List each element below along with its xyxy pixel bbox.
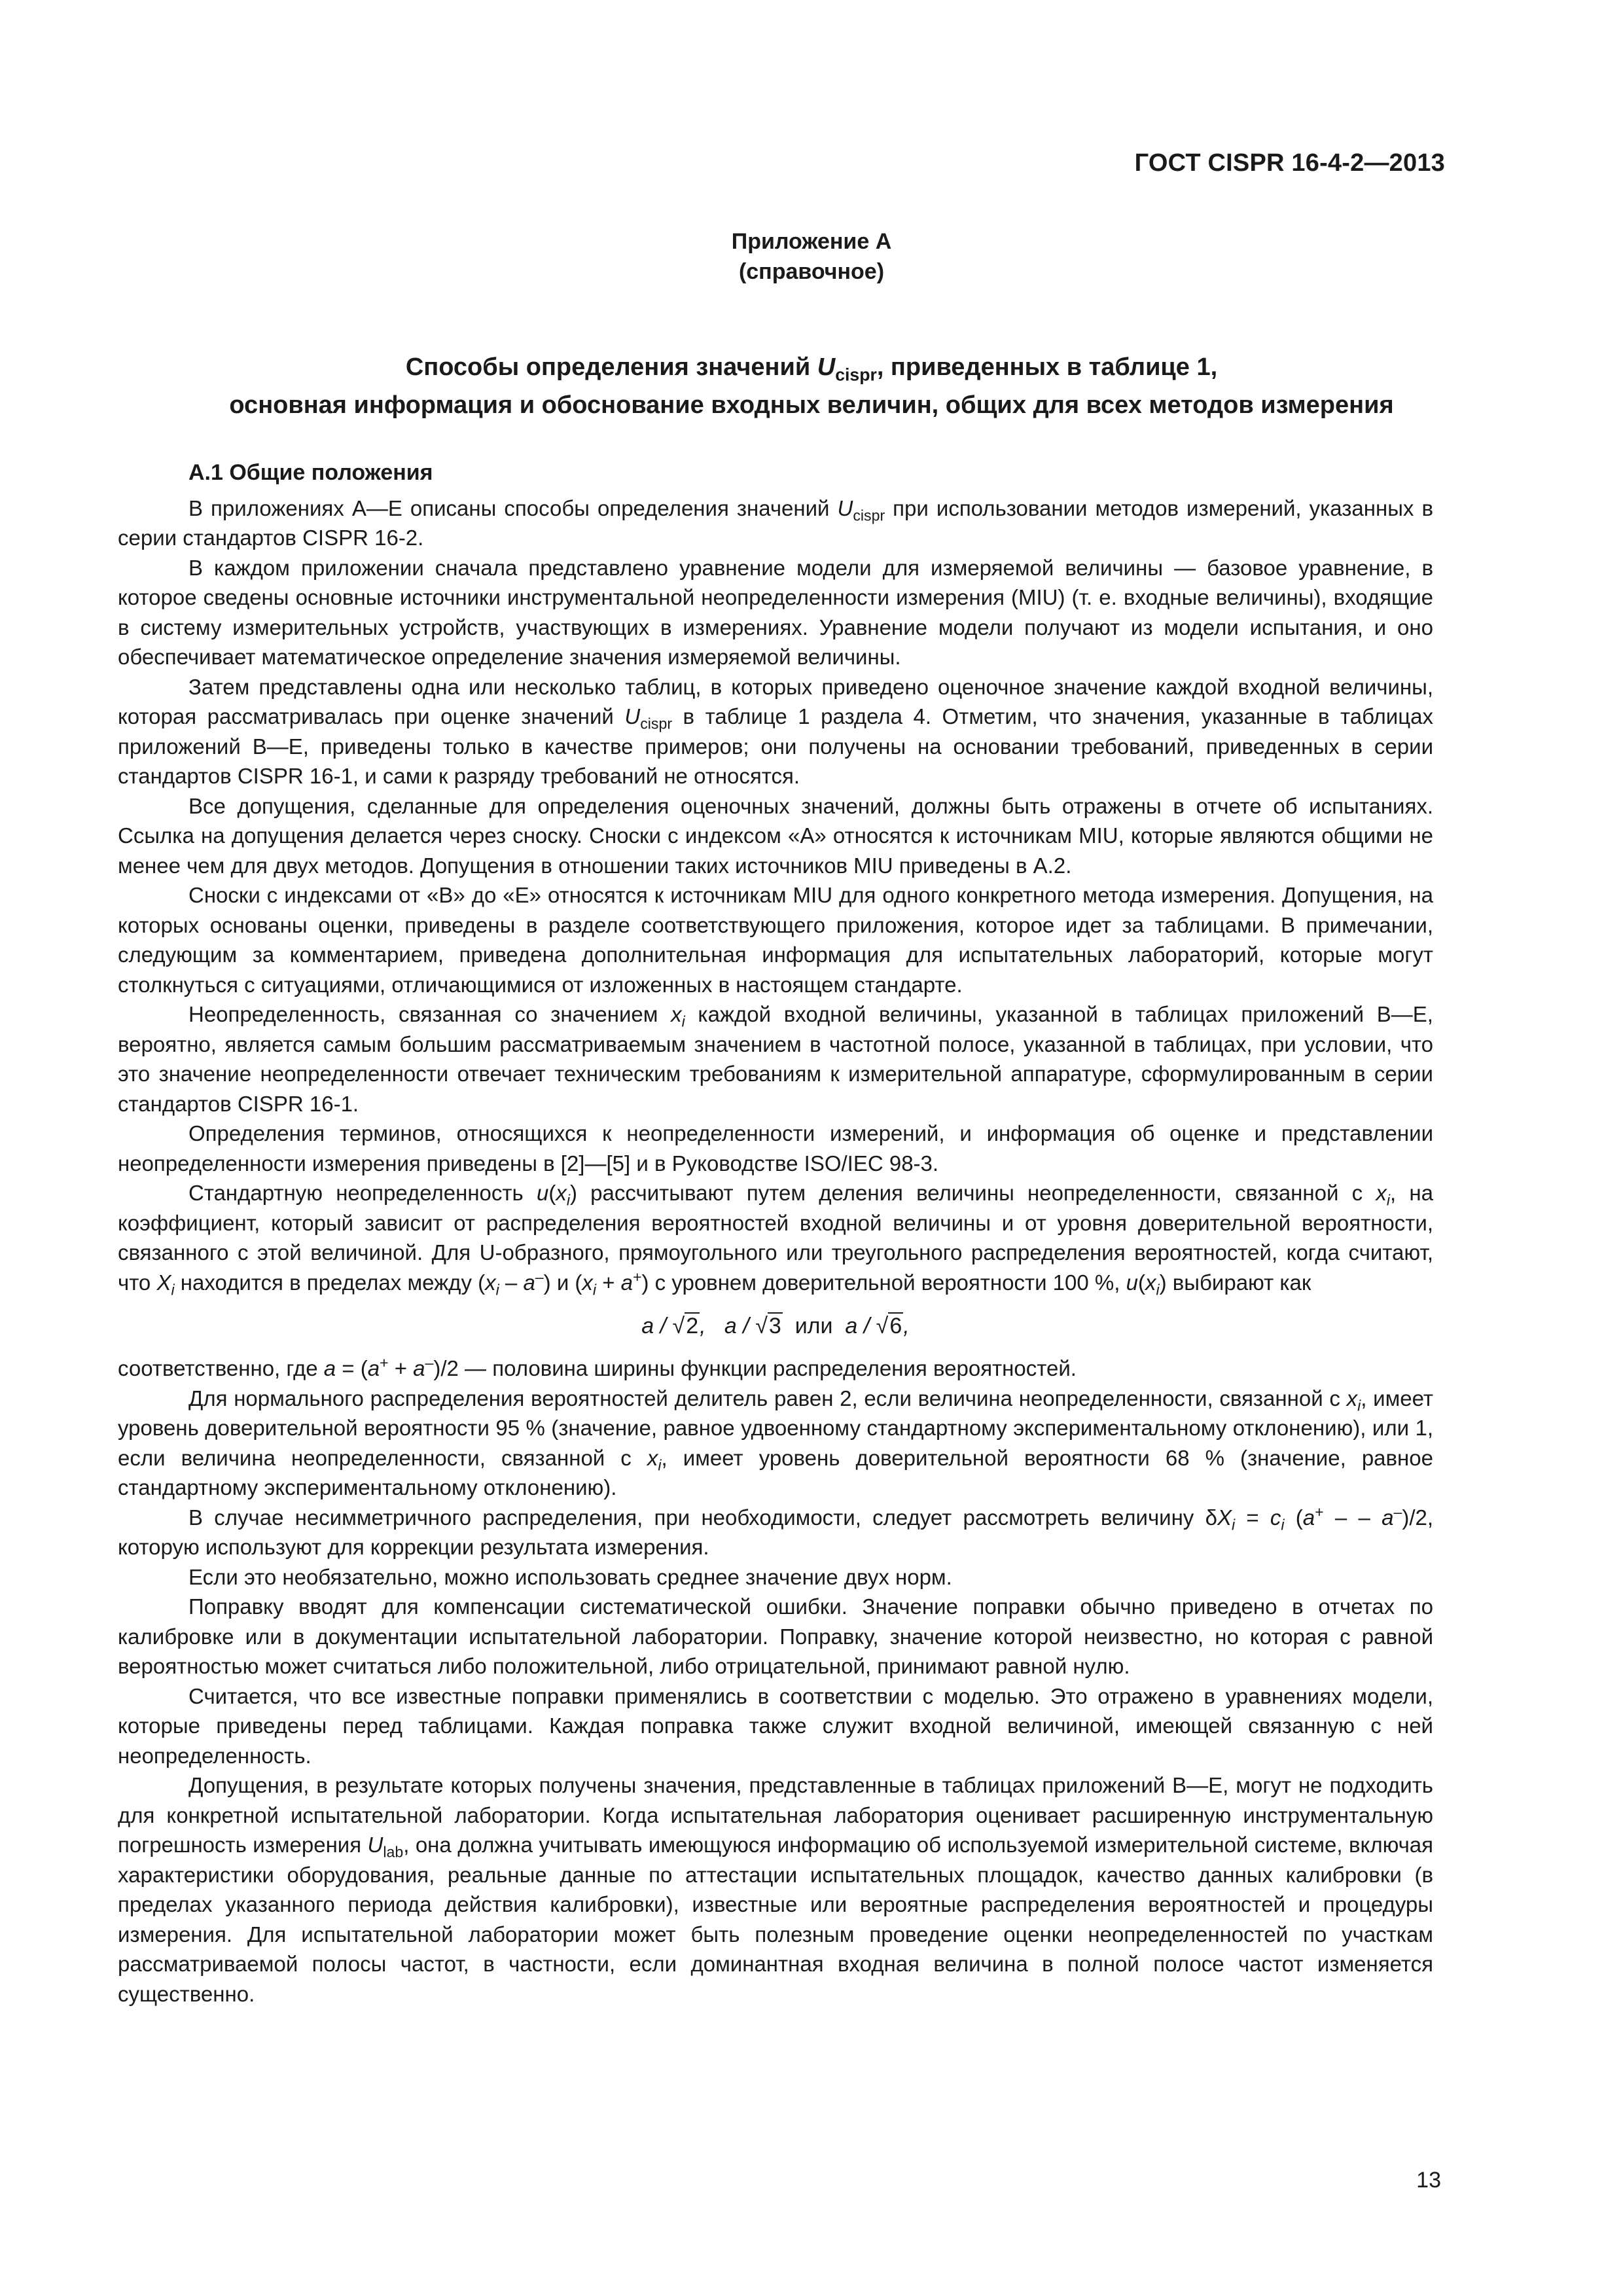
paragraph: Если это необязательно, можно использовать среднее значение двух норм. bbox=[188, 1564, 952, 1589]
paragraph: соответственно, где a = (a+ + a–)/2 — половина ширины функции распределения вероятностей. bbox=[118, 1354, 1077, 1380]
annex-heading bbox=[0, 226, 1623, 287]
paragraph: В случае несимметричного распределения, при необходимости, следует рассмотреть величину $\delta X_i = c_i$ (a+ – – a–)/2, которую используют для коррекции результата измерения. bbox=[118, 1503, 1434, 1559]
paragraph: Все допущения, сделанные для определения оценочных значений, должны быть отражены в отчете об испытаниях. Ссылка на допущения делается через сноску. Сноски с индексом «А» относятся к источникам MIU, которые являются общими не менее чем для двух методов. Допущения в отношении таких источников MIU приведены в А.2. bbox=[118, 793, 1433, 878]
paragraph: В приложениях А—Е описаны способы определения значений $U_{cispr}$ при использовании методов измерений, указанных в серии стандартов CISPR 16-2. bbox=[118, 495, 1433, 550]
formula-divisors: a / √2, a / √3 или a / √6, bbox=[641, 1314, 910, 1338]
paragraph: Определения терминов, относящихся к неопределенности измерений, и информация об оценке и представлении неопределенности измерения приведены в [2]—[5] и в Руководстве ISO/IEC 98-3. bbox=[118, 1121, 1433, 1175]
annex-title: Способы определения значений $U_{cispr}$, приведенных в таблице 1, основная информация и обоснование входных величин, общих для всех методов измерения bbox=[229, 353, 1394, 419]
paragraph: Сноски с индексами от «В» до «Е» относятся к источникам MIU для одного конкретного метода измерения. Допущения, на которых основаны оценки, приведены в разделе соответствующего приложения, которое идет за таблицами. В примечании, следующим за комментарием, приведена дополнительная информация для испытательных лабораторий, которые могут столкнуться с ситуациями, отличающимися от изложенных в настоящем стандарте. bbox=[118, 883, 1433, 997]
paragraph: Для нормального распределения вероятностей делитель равен 2, если величина неопределенности, связанной с $x_i$, имеет уровень доверительной вероятности 95 % (значение, равное удвоенному стандартному экспериментальному отклонению), или 1, если величина неопределенности, связанной с $x_i$, имеет уровень доверительной вероятности 68 % (значение, равное стандартному экспериментальному отклонению). bbox=[118, 1386, 1433, 1499]
paragraph: Стандартную неопределенность $u(x_i)$ рассчитывают путем деления величины неопределенности, связанной с $x_i$, на коэффициент, который зависит от распределения вероятностей входной величины и от уровня доверительной вероятности, связанного с этой величиной. Для U-образного, прямоугольного или треугольного распределения вероятностей, когда считают, что $X_i$ находится в пределах между $(x_i - a^-)$ и $(x_i + a^+)$ с уровнем доверительной вероятности 100 %, $u(x_i)$ выбирают как bbox=[118, 1181, 1433, 1299]
document-code-header: ГОСТ CISPR 16-4-2—2013 bbox=[1134, 149, 1445, 177]
paragraph: Затем представлены одна или несколько таблиц, в которых приведено оценочное значение каждой входной величины, которая рассматривалась при оценке значений $U_{cispr}$ в таблице 1 раздела 4. Отметим, что значения, указанные в таблицах приложений В—Е, приведены только в качестве примеров; они получены на основании требований, приведенных в серии стандартов CISPR 16-1, и сами к разряду требований не относятся. bbox=[118, 674, 1433, 788]
annex-type: (справочное) bbox=[738, 259, 885, 284]
paragraph: В каждом приложении сначала представлено уравнение модели для измеряемой величины — базовое уравнение, в которое сведены основные источники инструментальной неопределенности измерения (MIU) (т. е. входные величины), входящие в систему измерительных устройств, участвующих в измерениях. Уравнение модели получают из модели испытания, и оно обеспечивает математическое определение значения измеряемой величины. bbox=[118, 555, 1433, 669]
annex-label: Приложение А bbox=[731, 229, 892, 254]
paragraph: Поправку вводят для компенсации систематической ошибки. Значение поправки обычно приведено в отчетах по калибровке или в документации испытательной лаборатории. Поправку, значение которой неизвестно, но которая с равной вероятностью может считаться либо положительной, либо отрицательной, принимают равной нулю. bbox=[118, 1594, 1433, 1678]
page-number: 13 bbox=[1416, 2168, 1441, 2193]
body-text bbox=[118, 458, 1433, 2009]
section-heading: А.1 Общие положения bbox=[188, 460, 433, 485]
paragraph: Считается, что все известные поправки применялись в соответствии с моделью. Это отражено в уравнениях модели, которые приведены перед таблицами. Каждая поправка также служит входной величиной, имеющей связанную с ней неопределенность. bbox=[118, 1683, 1433, 1768]
paragraph: Допущения, в результате которых получены значения, представленные в таблицах приложений В—Е, могут не подходить для конкретной испытательной лаборатории. Когда испытательная лаборатория оценивает расширенную инструментальную погрешность измерения $U_{lab}$, она должна учитывать имеющуюся информацию об используемой измерительной системе, включая характеристики оборудования, реальные данные по аттестации испытательных площадок, качество данных калибровки (в пределах указанного периода действия калибровки), известные или вероятные распределения вероятностей и процедуры измерения. Для испытательной лаборатории может быть полезным проведение оценки неопределенностей по участкам рассматриваемой полосы частот, в частности, если доминантная входная величина в полной полосе частот изменяется существенно. bbox=[118, 1773, 1434, 2006]
paragraph: Неопределенность, связанная со значением $x_i$ каждой входной величины, указанной в таблицах приложений В—Е, вероятно, является самым большим рассматриваемым значением в частотной полосе, указанной в таблицах, при условии, что это значение неопределенности отвечает техническим требованиям к измерительной аппаратуре, сформулированным в серии стандартов CISPR 16-1. bbox=[118, 1002, 1433, 1116]
